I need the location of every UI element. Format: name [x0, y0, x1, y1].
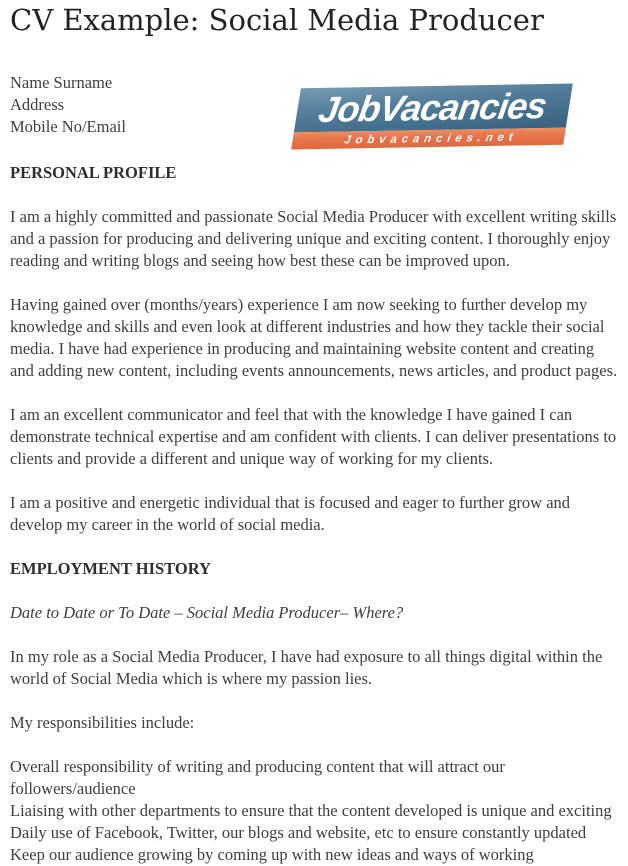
responsibilities-list — [10, 756, 618, 866]
responsibility-line-4: Keep our audience growing by coming up with new ideas and ways of working — [10, 845, 534, 864]
profile-paragraph-3: I am an excellent communicator and feel that with the knowledge I have gained I can demonstrate technical expertise and am confident with clients. I can deliver presentations to clients and provide a different and unique way of working for my clients. — [10, 405, 617, 468]
page-title: CV Example: Social Media Producer — [10, 3, 544, 37]
role-title-line: Date to Date or To Date – Social Media Producer– Where? — [10, 603, 404, 622]
contact-line-address: Address — [10, 95, 65, 114]
profile-paragraph-4: I am a positive and energetic individual that is focused and eager to further grow and develop my career in the world of social media. — [10, 493, 571, 534]
logo-bottom-band — [291, 128, 566, 150]
jobvacancies-logo — [291, 84, 573, 150]
header-row — [10, 72, 618, 147]
responsibilities-label: My responsibilities include: — [10, 713, 195, 732]
responsibility-line-2: Liaising with other departments to ensure that the content developed is unique and exciting — [10, 801, 612, 820]
section-heading-personal-profile: PERSONAL PROFILE — [10, 163, 177, 182]
logo-top-band — [294, 84, 573, 133]
contact-line-mobile-email: Mobile No/Email — [10, 117, 126, 136]
section-heading-employment-history: EMPLOYMENT HISTORY — [10, 559, 211, 578]
profile-paragraph-1: I am a highly committed and passionate Social Media Producer with excellent writing skills and a passion for producing and delivering unique and exciting content. I thoroughly enjoy reading and writing blogs and seeing how best these can be improved upon. — [10, 207, 617, 270]
responsibility-line-3: Daily use of Facebook, Twitter, our blogs and website, etc to ensure constantly updated — [10, 823, 587, 842]
responsibility-line-1: Overall responsibility of writing and producing content that will attract our followers/audience — [10, 757, 505, 798]
profile-paragraph-2: Having gained over (months/years) experience I am now seeking to further develop my knowledge and skills and even look at different industries and how they tackle their social media. I have had experience in producing and maintaining website content and creating and adding new content, including events announcements, news articles, and product pages. — [10, 295, 618, 380]
contact-line-name: Name Surname — [10, 73, 113, 92]
role-intro-paragraph: In my role as a Social Media Producer, I have had exposure to all things digital within the world of Social Media which is where my passion lies. — [10, 647, 603, 688]
logo-domain-text: Jobvacancies.net — [343, 130, 519, 147]
logo-wordmark: JobVacancies — [315, 84, 550, 131]
